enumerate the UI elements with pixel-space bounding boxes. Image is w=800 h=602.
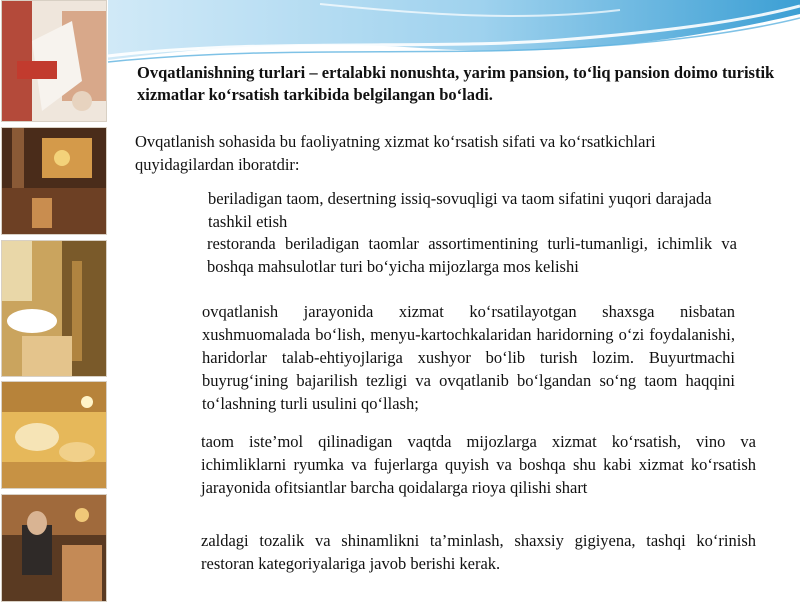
list-item: restoranda beriladigan taomlar assortimentining turli-tumanligi, ichimlik va boshqa mahsulotlar turi bo‘yicha mijozlarga mos kelishi	[207, 234, 737, 276]
photo-strip	[0, 0, 108, 600]
restaurant-photo-1	[1, 0, 107, 122]
header-wave-decoration	[0, 0, 800, 70]
list-item: beriladigan taom, desertning issiq-sovuqligi va taom sifatini yuqori darajada tashkil etish	[208, 189, 712, 231]
list-item: zaldagi tozalik va shinamlikni ta’minlash, shaxsiy gigiyena, tashqi ko‘rinish restoran kategoriyalariga javob berishi kerak.	[201, 531, 756, 573]
intro-paragraph: Ovqatlanish sohasida bu faoliyatning xizmat ko‘rsatish sifati va ko‘rsatkichlari quyidagilardan iboratdir:	[135, 132, 656, 174]
restaurant-photo-2	[1, 127, 107, 235]
restaurant-photo-3	[1, 240, 107, 377]
restaurant-photo-5	[1, 494, 107, 602]
slide-title: Ovqatlanishning turlari – ertalabki nonushta, yarim pansion, to‘liq pansion doimo turistik xizmatlar ko‘rsatish tarkibida belgilangan bo‘ladi.	[137, 63, 775, 104]
list-item: ovqatlanish jarayonida xizmat ko‘rsatilayotgan shaxsga nisbatan xushmuomalada bo‘lish, menyu-kartochkalaridan haridorning o‘zi foydalanishi, haridorlar talab-ehtiyojlariga xushyor bo‘lib turish lozim. Buyurtmachi buyrug‘ining bajarilish tezligi va ovqatlanib bo‘lgandan so‘ng taom haqqini to‘lashning turli usulini qo‘llash;	[202, 302, 735, 413]
list-item: taom iste’mol qilinadigan vaqtda mijozlarga xizmat ko‘rsatish, vino va ichimliklarni ryumka va fujerlarga quyish va boshqa shu kabi xizmat ko‘rsatish jarayonida ofitsiantlar barcha qoidalarga rioya qilishi shart	[201, 432, 756, 497]
restaurant-photo-4	[1, 381, 107, 489]
